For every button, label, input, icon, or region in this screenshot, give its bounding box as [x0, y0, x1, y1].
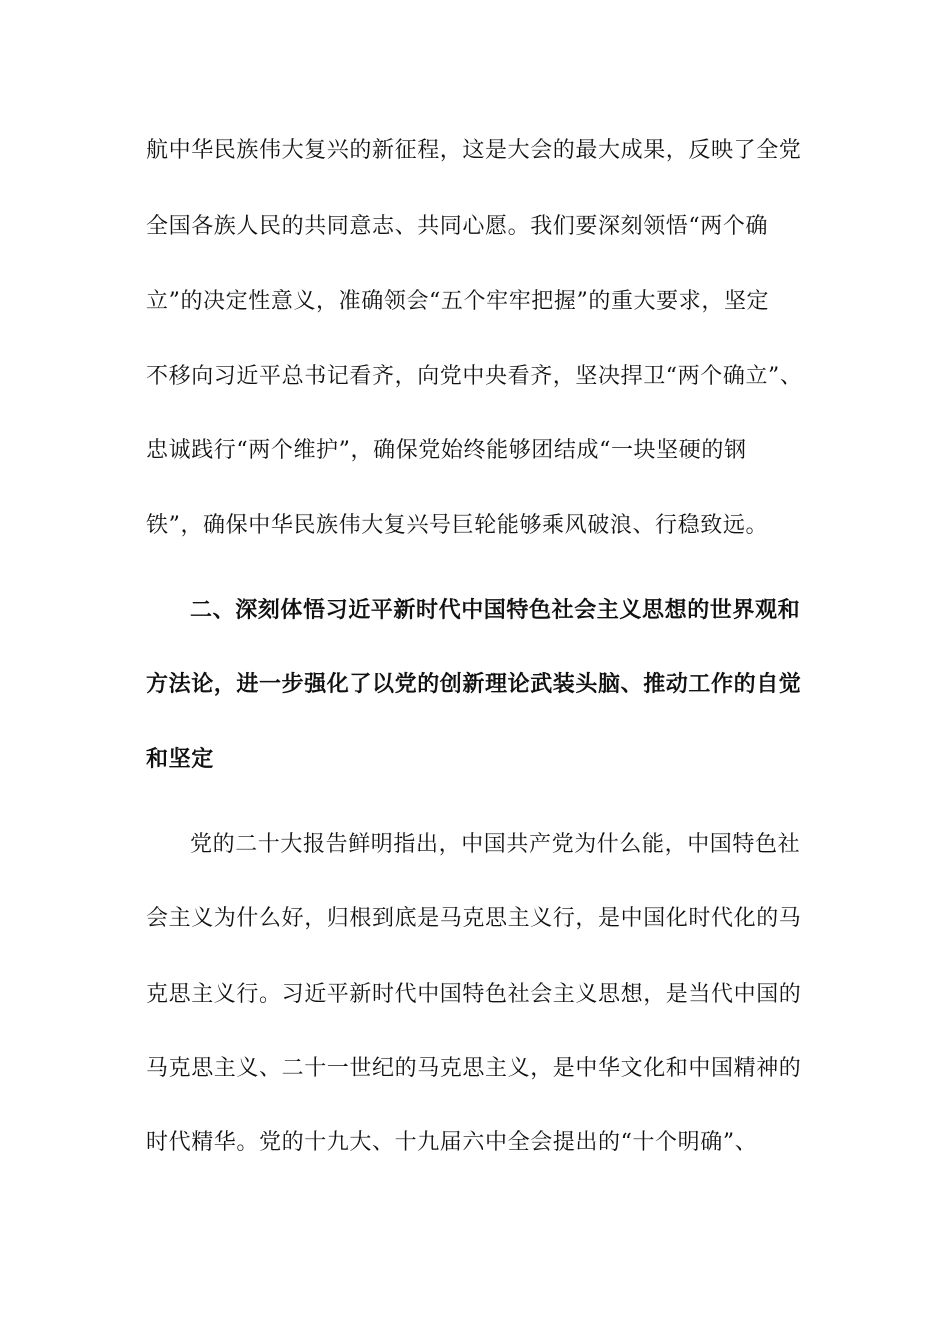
heading-line: 方法论，进一步强化了以党的创新理论武装头脑、推动工作的自觉 — [146, 672, 802, 697]
text-line: 铁”，确保中华民族伟大复兴号巨轮能够乘风破浪、行稳致远。 — [146, 513, 769, 538]
text-line: 忠诚践行“两个维护”，确保党始终能够团结成“一块坚硬的钢 — [146, 438, 747, 463]
text-line: 航中华民族伟大复兴的新征程，这是大会的最大成果，反映了全党 — [146, 138, 802, 163]
text-line: 不移向习近平总书记看齐，向党中央看齐，坚决捍卫“两个确立”、 — [146, 364, 803, 389]
heading-line: 和坚定 — [146, 747, 214, 772]
text-line: 克思主义行。习近平新时代中国特色社会主义思想，是当代中国的 — [146, 982, 802, 1007]
text-line: 会主义为什么好，归根到底是马克思主义行，是中国化时代化的马 — [146, 906, 802, 931]
heading-line: 二、深刻体悟习近平新时代中国特色社会主义思想的世界观和 — [190, 598, 801, 623]
text-line: 立”的决定性意义，准确领会“五个牢牢把握”的重大要求，坚定 — [146, 289, 770, 314]
text-line: 马克思主义、二十一世纪的马克思主义，是中华文化和中国精神的 — [146, 1056, 802, 1081]
text-line: 全国各族人民的共同意志、共同心愿。我们要深刻领悟“两个确 — [146, 214, 769, 239]
text-line: 党的二十大报告鲜明指出，中国共产党为什么能，中国特色社 — [190, 832, 801, 857]
text-line: 时代精华。党的十九大、十九届六中全会提出的“十个明确”、 — [146, 1130, 758, 1155]
